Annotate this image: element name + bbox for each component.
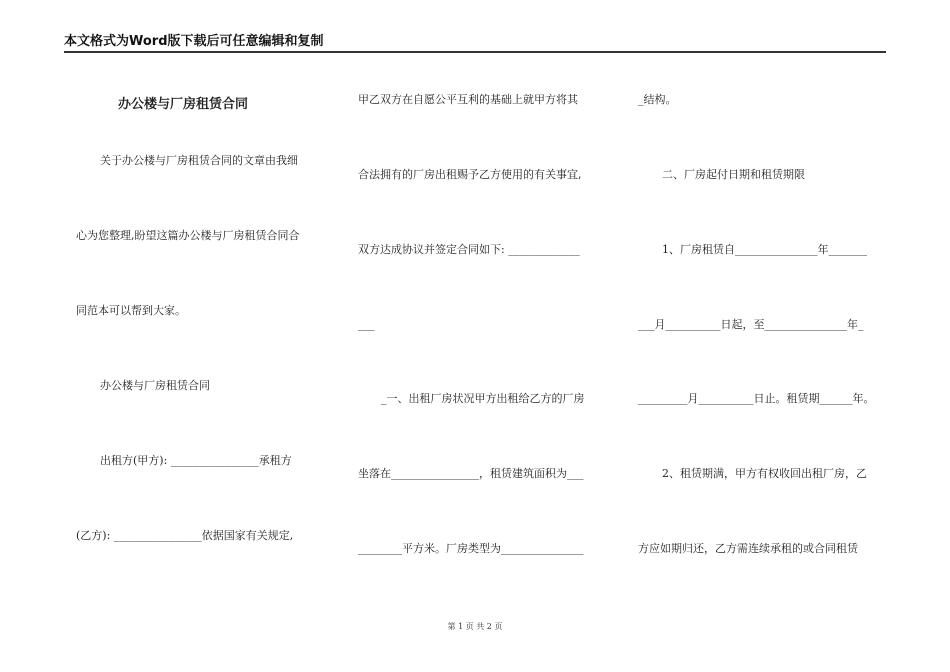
paragraph-line: 1、厂房租赁自_______________年_______: [662, 243, 867, 256]
document-title: 办公楼与厂房租赁合同: [118, 97, 249, 112]
paragraph-line: (乙方): ________________依据国家有关规定,: [76, 529, 294, 542]
paragraph-line: _结构。: [638, 93, 677, 106]
paragraph-line: 心为您整理,盼望这篇办公楼与厂房租赁合同合: [76, 229, 300, 242]
contract-subtitle: 办公楼与厂房租赁合同: [100, 379, 210, 392]
paragraph-line: 坐落在________________，租赁建筑面积为___: [358, 467, 584, 480]
paragraph-line: 关于办公楼与厂房租赁合同的文章由我细: [100, 154, 298, 167]
page-number: 第 1 页 共 2 页: [447, 622, 503, 631]
paragraph-line: _一、出租厂房状况甲方出租给乙方的厂房: [381, 392, 585, 405]
paragraph-line: _________月__________日止。租赁期______年。: [638, 392, 875, 405]
paragraph-line: 方应如期归还，乙方需连续承租的或合同租赁: [638, 542, 858, 555]
paragraph-line: 2、租赁期满，甲方有权收回出租厂房，乙: [662, 467, 867, 480]
paragraph-line: ___: [358, 318, 375, 331]
paragraph-line: 出租方(甲方): ________________承租方: [100, 454, 292, 467]
paragraph-line: 双方达成协议并签定合同如下: _____________: [358, 243, 580, 256]
paragraph-line: 甲乙双方在自愿公平互利的基础上就甲方将其: [358, 93, 578, 106]
paragraph-line: ________平方米。厂房类型为_______________: [358, 542, 584, 555]
header-text: 本文格式为Word版下载后可任意编辑和复制: [64, 34, 324, 49]
paragraph-line: 同范本可以帮到大家。: [76, 304, 186, 317]
section-heading: 二、厂房起付日期和租赁期限: [662, 168, 805, 181]
paragraph-line: ___月__________日起，至_______________年_: [638, 318, 864, 331]
paragraph-line: 合法拥有的厂房出租赐予乙方使用的有关事宜,: [358, 168, 582, 181]
document-header: [64, 33, 886, 53]
